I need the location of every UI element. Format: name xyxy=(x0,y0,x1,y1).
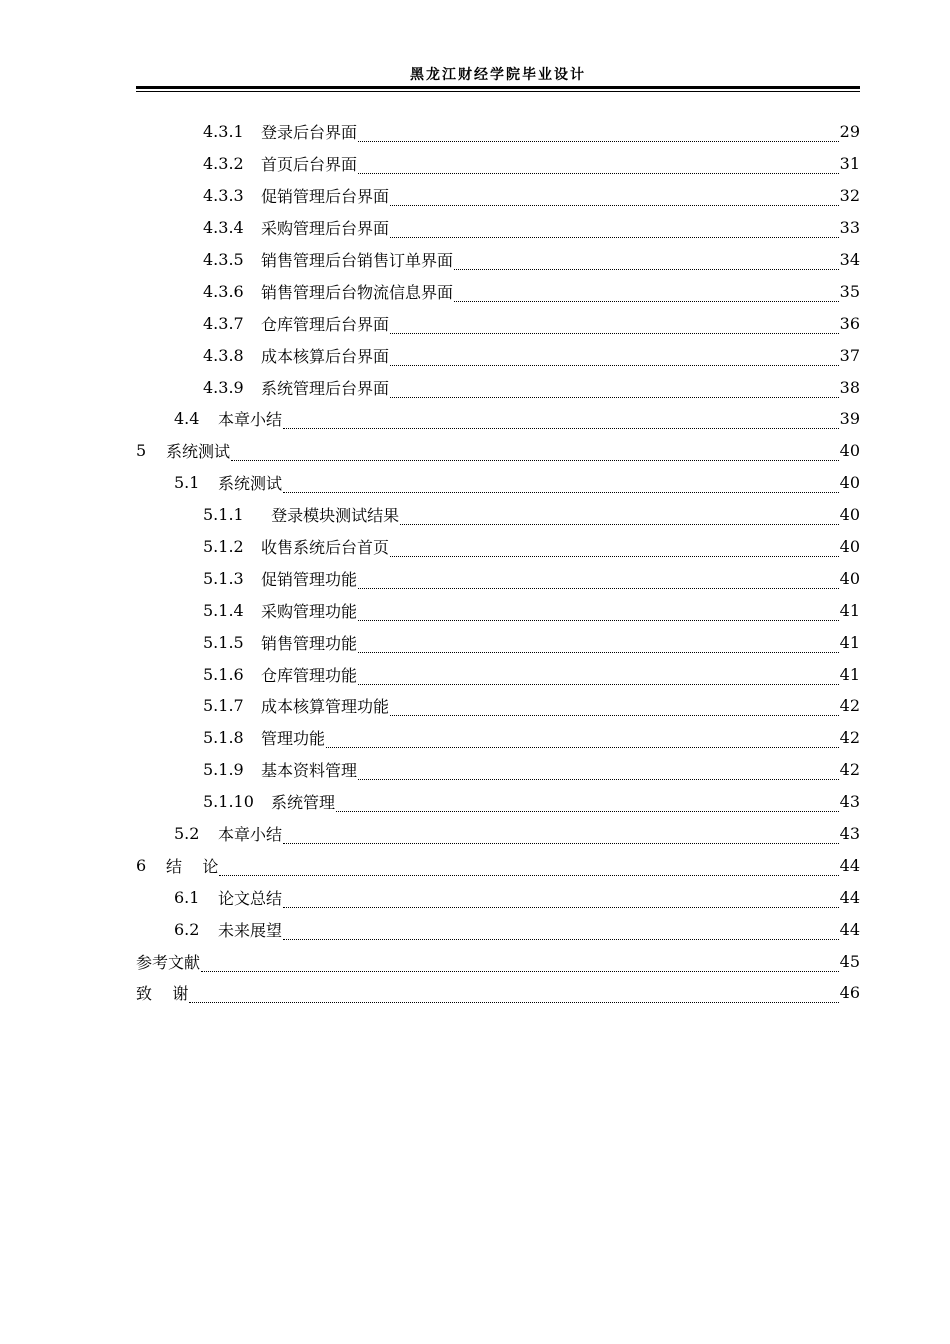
toc-entry-page-number: 41 xyxy=(839,632,860,652)
toc-entry[interactable] xyxy=(136,818,860,850)
toc-leader-dots xyxy=(219,859,838,876)
toc-entry[interactable] xyxy=(136,148,860,180)
toc-entry-title: 结 论 xyxy=(166,856,219,876)
toc-entry[interactable] xyxy=(136,275,860,307)
toc-entry-title: 销售管理功能 xyxy=(261,633,358,653)
toc-entry-title: 致 谢 xyxy=(136,984,189,1004)
toc-entry-title: 系统管理 xyxy=(271,793,336,813)
toc-leader-dots xyxy=(283,476,839,493)
toc-entry-page-number: 45 xyxy=(839,951,860,971)
toc-entry-title: 成本核算管理功能 xyxy=(261,697,390,717)
toc-entry-title: 促销管理后台界面 xyxy=(261,187,390,207)
toc-entry[interactable] xyxy=(136,244,860,276)
toc-entry-title: 销售管理后台销售订单界面 xyxy=(261,251,454,270)
toc-entry-number: 5.1.4 xyxy=(203,600,244,620)
toc-entry[interactable] xyxy=(136,180,860,212)
toc-entry-page-number: 40 xyxy=(839,473,860,493)
toc-entry-number: 4.3.9 xyxy=(203,377,244,397)
toc-entry-title: 销售管理后台物流信息界面 xyxy=(261,282,454,302)
toc-entry[interactable] xyxy=(136,307,860,339)
toc-entry-page-number: 38 xyxy=(839,377,860,397)
toc-entry-page-number: 33 xyxy=(839,218,860,238)
toc-leader-dots xyxy=(390,349,839,366)
toc-entry-number: 4.3.6 xyxy=(203,281,244,301)
toc-leader-dots xyxy=(400,508,838,525)
toc-entry[interactable] xyxy=(136,371,860,403)
toc-entry-title: 采购管理后台界面 xyxy=(261,219,390,239)
toc-leader-dots xyxy=(231,444,839,461)
toc-entry-page-number: 31 xyxy=(839,154,860,174)
toc-entry-page-number: 29 xyxy=(839,122,860,142)
toc-leader-dots xyxy=(390,381,839,398)
toc-entry-page-number: 43 xyxy=(839,824,860,844)
toc-leader-dots xyxy=(358,636,839,653)
toc-entry[interactable] xyxy=(136,435,860,467)
toc-entry[interactable] xyxy=(136,881,860,913)
table-of-contents xyxy=(136,116,860,1009)
header-rule-thick xyxy=(136,86,860,89)
toc-entry-number: 4.3.5 xyxy=(203,250,244,269)
toc-entry-page-number: 36 xyxy=(839,313,860,333)
toc-entry-title: 仓库管理功能 xyxy=(261,665,358,685)
toc-entry-page-number: 40 xyxy=(839,537,860,557)
toc-entry[interactable] xyxy=(136,849,860,881)
toc-leader-dots xyxy=(454,285,839,302)
toc-entry[interactable] xyxy=(136,690,860,722)
toc-entry-number: 5.1.3 xyxy=(203,568,244,588)
toc-leader-dots xyxy=(358,157,839,174)
toc-entry-title: 参考文献 xyxy=(136,952,201,972)
toc-entry-page-number: 32 xyxy=(839,186,860,206)
toc-entry-page-number: 39 xyxy=(839,409,860,429)
toc-entry-number: 6 xyxy=(136,855,147,875)
toc-entry-page-number: 42 xyxy=(839,696,860,716)
toc-entry[interactable] xyxy=(136,754,860,786)
toc-entry-title: 登录后台界面 xyxy=(261,123,358,143)
toc-entry-number: 4.3.2 xyxy=(203,154,244,174)
toc-entry-title: 仓库管理后台界面 xyxy=(261,314,390,334)
toc-entry-number: 5 xyxy=(136,441,147,461)
toc-entry-number: 5.1.8 xyxy=(203,728,244,748)
toc-entry[interactable] xyxy=(136,722,860,754)
toc-entry-number: 5.1.7 xyxy=(203,696,244,716)
toc-entry[interactable] xyxy=(136,339,860,371)
toc-entry-page-number: 46 xyxy=(839,983,860,1003)
toc-leader-dots xyxy=(390,540,839,557)
toc-entry-title: 系统测试 xyxy=(218,474,283,494)
toc-entry-page-number: 42 xyxy=(839,760,860,780)
toc-entry-page-number: 40 xyxy=(839,505,860,525)
toc-leader-dots xyxy=(358,763,839,780)
toc-entry[interactable] xyxy=(136,913,860,945)
toc-leader-dots xyxy=(283,412,839,429)
page-header-title: 黑龙江财经学院毕业设计 xyxy=(410,67,586,83)
toc-entry[interactable] xyxy=(136,212,860,244)
toc-entry-number: 5.1.9 xyxy=(203,760,244,780)
toc-entry-title: 收售系统后台首页 xyxy=(261,538,390,558)
toc-leader-dots xyxy=(358,668,839,685)
toc-entry-title: 成本核算后台界面 xyxy=(261,346,390,366)
toc-entry-page-number: 41 xyxy=(839,664,860,684)
toc-leader-dots xyxy=(390,317,839,334)
toc-entry[interactable] xyxy=(136,626,860,658)
toc-entry-number: 5.2 xyxy=(174,824,200,844)
toc-entry-title: 系统管理后台界面 xyxy=(261,378,390,398)
toc-leader-dots xyxy=(358,125,839,142)
toc-entry-page-number: 44 xyxy=(839,919,860,939)
toc-entry[interactable] xyxy=(136,977,860,1009)
toc-leader-dots xyxy=(283,923,839,940)
toc-entry-title: 本章小结 xyxy=(218,410,283,430)
toc-entry-page-number: 44 xyxy=(839,887,860,907)
toc-entry[interactable] xyxy=(136,562,860,594)
toc-entry-number: 4.3.3 xyxy=(203,186,244,206)
toc-entry-number: 5.1.6 xyxy=(203,664,244,684)
toc-entry-number: 5.1.10 xyxy=(203,792,254,812)
toc-entry-title: 基本资料管理 xyxy=(261,761,358,781)
toc-entry[interactable] xyxy=(136,594,860,626)
toc-leader-dots xyxy=(390,699,839,716)
toc-entry[interactable] xyxy=(136,945,860,977)
toc-entry-number: 6.2 xyxy=(174,919,200,939)
toc-entry-page-number: 43 xyxy=(839,792,860,812)
toc-entry-page-number: 42 xyxy=(839,728,860,748)
toc-entry-title: 促销管理功能 xyxy=(261,569,358,589)
toc-entry-page-number: 35 xyxy=(839,281,860,301)
toc-entry-title: 未来展望 xyxy=(218,920,283,940)
toc-entry-number: 4.3.1 xyxy=(203,122,244,142)
toc-leader-dots xyxy=(326,731,839,748)
toc-entry[interactable] xyxy=(136,786,860,818)
toc-entry-title: 首页后台界面 xyxy=(261,155,358,175)
toc-entry-title: 管理功能 xyxy=(261,729,326,749)
toc-entry-title: 系统测试 xyxy=(166,442,231,462)
toc-entry-number: 5.1.1 xyxy=(203,505,244,525)
toc-entry[interactable] xyxy=(136,658,860,690)
toc-leader-dots xyxy=(283,891,839,908)
toc-entry-page-number: 34 xyxy=(839,250,860,269)
toc-entry[interactable] xyxy=(136,467,860,499)
toc-leader-dots xyxy=(390,189,839,206)
toc-leader-dots xyxy=(454,253,839,270)
toc-entry-number: 5.1 xyxy=(174,473,200,493)
toc-leader-dots xyxy=(358,572,839,589)
toc-entry-number: 4.3.7 xyxy=(203,313,244,333)
toc-entry[interactable] xyxy=(136,403,860,435)
toc-entry-page-number: 37 xyxy=(839,345,860,365)
toc-entry-number: 5.1.2 xyxy=(203,537,244,557)
toc-entry-title: 论文总结 xyxy=(218,888,283,908)
toc-entry-number: 4.3.8 xyxy=(203,345,244,365)
toc-entry-number: 4.4 xyxy=(174,409,200,429)
toc-leader-dots xyxy=(336,795,839,812)
toc-leader-dots xyxy=(201,955,839,972)
toc-entry-page-number: 40 xyxy=(839,441,860,461)
toc-entry-number: 5.1.5 xyxy=(203,632,244,652)
toc-entry-page-number: 40 xyxy=(839,568,860,588)
toc-entry[interactable] xyxy=(136,531,860,563)
toc-entry-page-number: 41 xyxy=(839,600,860,620)
toc-entry[interactable] xyxy=(136,499,860,531)
toc-entry-title: 登录模块测试结果 xyxy=(261,506,400,526)
toc-leader-dots xyxy=(358,604,839,621)
toc-entry-title: 本章小结 xyxy=(218,825,283,845)
header-rule-thin xyxy=(136,91,860,92)
toc-entry[interactable] xyxy=(136,116,860,148)
toc-leader-dots xyxy=(390,221,839,238)
toc-leader-dots xyxy=(189,986,838,1003)
toc-leader-dots xyxy=(283,827,839,844)
toc-entry-title: 采购管理功能 xyxy=(261,601,358,621)
toc-entry-page-number: 44 xyxy=(839,855,860,875)
toc-entry-number: 4.3.4 xyxy=(203,218,244,238)
toc-entry-number: 6.1 xyxy=(174,887,200,907)
